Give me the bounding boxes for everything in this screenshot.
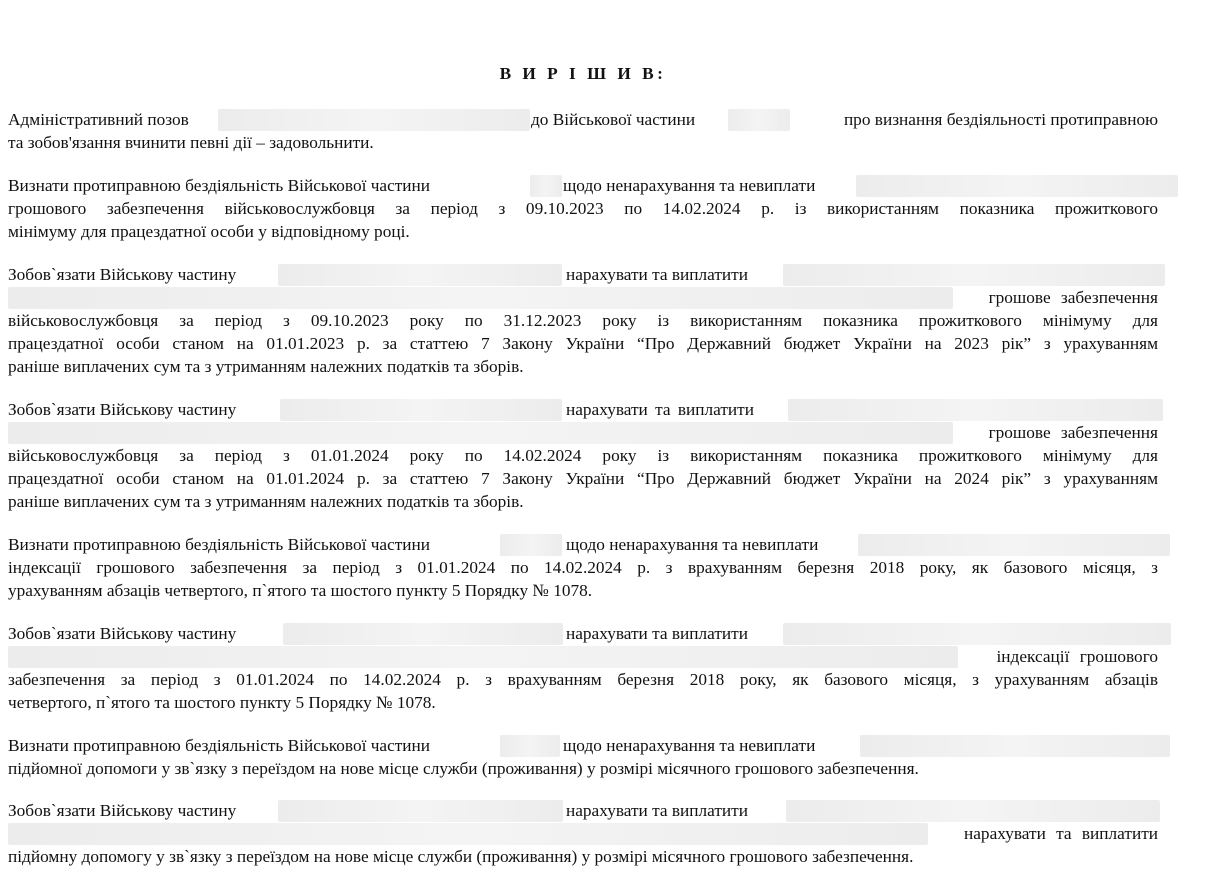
text-segment: грошове забезпечення <box>988 288 1158 307</box>
paragraph-line <box>8 691 1158 714</box>
redacted-unit-number <box>530 175 562 197</box>
text-segment: Визнати протиправною бездіяльність Військової частини <box>8 176 431 195</box>
redacted-plaintiff-details <box>8 823 928 845</box>
redacted-unit-number <box>278 800 563 822</box>
paragraph-line <box>8 355 1158 378</box>
paragraph-line <box>8 799 1158 822</box>
paragraph-line <box>8 398 1158 421</box>
redacted-unit-number <box>283 623 563 645</box>
redacted-unit-number <box>500 534 562 556</box>
redacted-plaintiff-details <box>8 646 958 668</box>
redacted-plaintiff-details <box>8 422 953 444</box>
redacted-plaintiff-name <box>858 534 1170 556</box>
redacted-plaintiff-name <box>786 800 1160 822</box>
text-segment: Зобов`язати Військову частину <box>8 265 237 284</box>
text-segment: підйомну допомогу у зв`язку з переїздом на нове місце служби (проживання) у розмірі місячного грошового забезпечення. <box>8 847 914 866</box>
paragraph-line <box>8 309 1158 332</box>
text-segment: нарахувати та виплатити <box>964 824 1158 843</box>
paragraph-line <box>8 108 1158 131</box>
paragraph-line <box>8 645 1158 668</box>
text-segment: нарахувати та виплатити <box>566 265 748 284</box>
text-segment: щодо ненарахування та невиплати <box>566 535 819 554</box>
text-segment: працездатної особи станом на 01.01.2024 р. за статтею 7 Закону України “Про Державний бюджет України на 2024 рік” з урахуванням <box>8 469 1158 488</box>
paragraph-line <box>8 556 1158 579</box>
text-segment: раніше виплачених сум та з утриманням належних податків та зборів. <box>8 492 524 511</box>
text-segment: четвертого, п`ятого та шостого пункту 5 Порядку № 1078. <box>8 693 436 712</box>
text-segment: нарахувати та виплатити <box>566 624 748 643</box>
decision-heading: В И Р І Ш И В: <box>499 64 667 83</box>
paragraph-line <box>8 533 1158 556</box>
text-segment: урахуванням абзаців четвертого, п`ятого та шостого пункту 5 Порядку № 1078. <box>8 581 593 600</box>
text-segment: індексації грошового забезпечення за період з 01.01.2024 по 14.02.2024 р. з врахуванням березня 2018 року, як базового місяця, з <box>8 558 1158 577</box>
redacted-plaintiff-name <box>783 623 1171 645</box>
paragraph-line <box>8 622 1158 645</box>
text-segment: індексації грошового <box>996 647 1158 666</box>
redacted-plaintiff-name <box>218 109 530 131</box>
redacted-plaintiff-name <box>788 399 1163 421</box>
paragraph-line <box>8 174 1158 197</box>
text-segment: Визнати протиправною бездіяльність Військової частини <box>8 736 431 755</box>
redacted-unit-number <box>500 735 560 757</box>
text-segment: раніше виплачених сум та з утриманням належних податків та зборів. <box>8 357 524 376</box>
text-segment: Зобов`язати Військову частину <box>8 400 237 419</box>
paragraph-line <box>8 757 1158 780</box>
text-segment: грошове забезпечення <box>988 423 1158 442</box>
paragraph-line <box>8 131 1158 154</box>
text-segment: Зобов`язати Військову частину <box>8 801 237 820</box>
redacted-unit-number <box>728 109 790 131</box>
paragraph-line <box>8 444 1158 467</box>
text-segment: військовослужбовця за період з 01.01.2024 року по 14.02.2024 року із використанням показника прожиткового мінімуму для <box>8 446 1158 465</box>
redacted-unit-number <box>278 264 562 286</box>
text-segment: Зобов`язати Військову частину <box>8 624 237 643</box>
redacted-unit-number <box>280 399 562 421</box>
text-segment: щодо ненарахування та невиплати <box>563 736 816 755</box>
text-segment: про визнання бездіяльності протиправною <box>843 110 1158 129</box>
paragraph-line <box>8 579 1158 602</box>
paragraph-line <box>8 286 1158 309</box>
paragraph-line <box>8 332 1158 355</box>
text-segment: та зобов'язання вчинити певні дії – задовольнити. <box>8 133 374 152</box>
text-segment: мінімуму для працездатної особи у відповідному році. <box>8 222 410 241</box>
paragraph-line <box>8 421 1158 444</box>
text-segment: щодо ненарахування та невиплати <box>563 176 816 195</box>
text-segment: підйомної допомоги у зв`язку з переїздом на нове місце служби (проживання) у розмірі місячного грошового забезпечення. <box>8 759 919 778</box>
redacted-plaintiff-name <box>856 175 1178 197</box>
text-segment: нарахувати та виплатити <box>566 400 754 419</box>
paragraph-line <box>8 822 1158 845</box>
paragraph-line <box>8 263 1158 286</box>
redacted-plaintiff-details <box>8 287 953 309</box>
redacted-plaintiff-name <box>783 264 1165 286</box>
text-segment: військовослужбовця за період з 09.10.2023 року по 31.12.2023 року із використанням показника прожиткового мінімуму для <box>8 311 1158 330</box>
paragraph-line <box>8 197 1158 220</box>
redacted-plaintiff-name <box>860 735 1170 757</box>
text-segment: забезпечення за період з 01.01.2024 по 14.02.2024 р. з врахуванням березня 2018 року, як базового місяця, з урахуванням абзаців <box>8 670 1158 689</box>
paragraph-line <box>8 668 1158 691</box>
paragraph-line <box>8 467 1158 490</box>
text-segment: працездатної особи станом на 01.01.2023 р. за статтею 7 Закону України “Про Державний бюджет України на 2023 рік” з урахуванням <box>8 334 1158 353</box>
paragraph-line <box>8 490 1158 513</box>
text-segment: Адміністративний позов <box>8 110 189 129</box>
text-segment: грошового забезпечення військовослужбовця за період з 09.10.2023 по 14.02.2024 р. із використанням показника прожиткового <box>8 199 1158 218</box>
paragraph-line <box>8 734 1158 757</box>
paragraph-line <box>8 220 1158 243</box>
text-segment: нарахувати та виплатити <box>566 801 748 820</box>
paragraph-line <box>8 845 1158 868</box>
text-segment: до Військової частини <box>531 110 696 129</box>
text-segment: Визнати протиправною бездіяльність Військової частини <box>8 535 431 554</box>
